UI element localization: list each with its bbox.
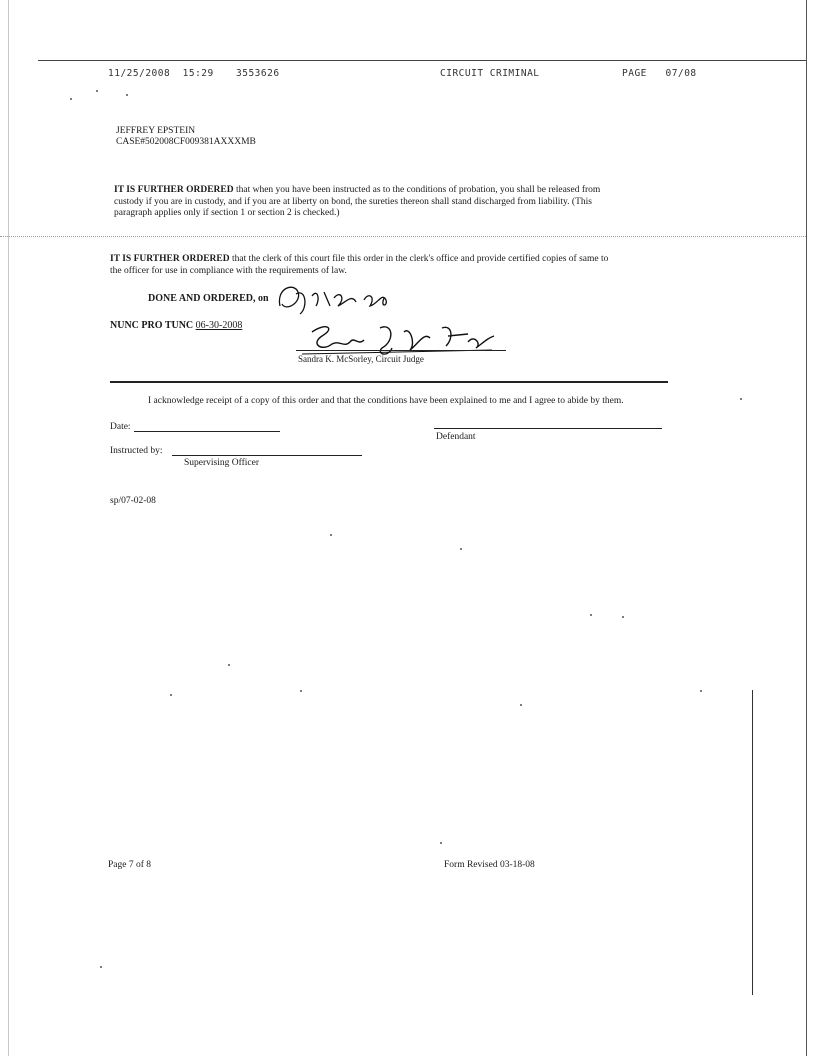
fax-top-rule <box>38 60 806 61</box>
clerk-heading: IT IS FURTHER ORDERED <box>110 254 230 264</box>
clerk-line-2: the officer for use in compliance with the requirements of law. <box>110 265 347 276</box>
acknowledgement-text: I acknowledge receipt of a copy of this order and that the conditions have been explained to me and I agree to abide by them. <box>148 396 624 406</box>
release-line-3: paragraph applies only if section 1 or section 2 is checked.) <box>114 208 340 218</box>
scan-right-edge <box>806 0 807 1056</box>
scan-speck <box>96 90 98 92</box>
fax-page: PAGE 07/08 <box>622 68 697 79</box>
scan-speck <box>700 690 702 692</box>
form-revised: Form Revised 03-18-08 <box>444 860 535 870</box>
fax-number: 3553626 <box>236 68 280 79</box>
scan-speck <box>520 704 522 706</box>
judge-name: Sandra K. McSorley, Circuit Judge <box>298 354 424 364</box>
release-line-1: that when you have been instructed as to the conditions of probation, you shall be released from <box>233 185 601 195</box>
scan-speck <box>460 548 462 550</box>
initials-date: sp/07-02-08 <box>110 496 156 506</box>
defendant-label: Defendant <box>436 432 476 442</box>
judge-signature-line <box>296 350 506 351</box>
nunc-date: 06-30-2008 <box>195 320 243 331</box>
instructed-by-label: Instructed by: <box>110 446 163 456</box>
release-line-2: custody if you are in custody, and if you are at liberty on bond, the sureties thereon shall stand discharged from liability. (This <box>114 196 592 207</box>
release-paragraph <box>114 185 674 220</box>
defendant-line <box>434 428 662 429</box>
handwritten-date <box>272 278 402 318</box>
scan-speck <box>70 98 72 100</box>
scan-dotted-rule <box>0 236 806 237</box>
page-number: Page 7 of 8 <box>108 860 152 870</box>
nunc-label: NUNC PRO TUNC <box>110 320 194 331</box>
fax-agency: CIRCUIT CRIMINAL <box>440 68 540 79</box>
scan-speck <box>100 966 102 968</box>
scan-speck <box>440 842 442 844</box>
nunc-pro-tunc <box>110 320 242 332</box>
scan-speck <box>300 690 302 692</box>
case-number: CASE#502008CF009381AXXXMB <box>116 137 256 147</box>
date-label: Date: <box>110 422 131 432</box>
clerk-line-1: that the clerk of this court file this order in the clerk's office and provide certified copies of same to <box>229 254 609 264</box>
section-divider <box>110 381 668 383</box>
scan-left-edge <box>8 0 9 1056</box>
scan-speck <box>330 534 332 536</box>
scan-speck <box>126 94 128 96</box>
defendant-name: JEFFREY EPSTEIN <box>116 126 196 136</box>
scan-speck <box>622 616 624 618</box>
fax-datetime: 11/25/2008 15:29 <box>108 68 214 79</box>
scan-speck <box>740 398 742 400</box>
scan-right-edge-lower <box>752 690 753 995</box>
instructed-by-line <box>172 455 362 456</box>
scan-speck <box>228 664 230 666</box>
release-heading: IT IS FURTHER ORDERED <box>114 185 234 195</box>
date-line <box>134 431 280 432</box>
scan-speck <box>590 614 592 616</box>
supervising-officer-label: Supervising Officer <box>184 458 260 468</box>
done-and-ordered-label: DONE AND ORDERED, on <box>148 293 269 304</box>
clerk-paragraph <box>110 254 690 277</box>
scan-speck <box>170 694 172 696</box>
